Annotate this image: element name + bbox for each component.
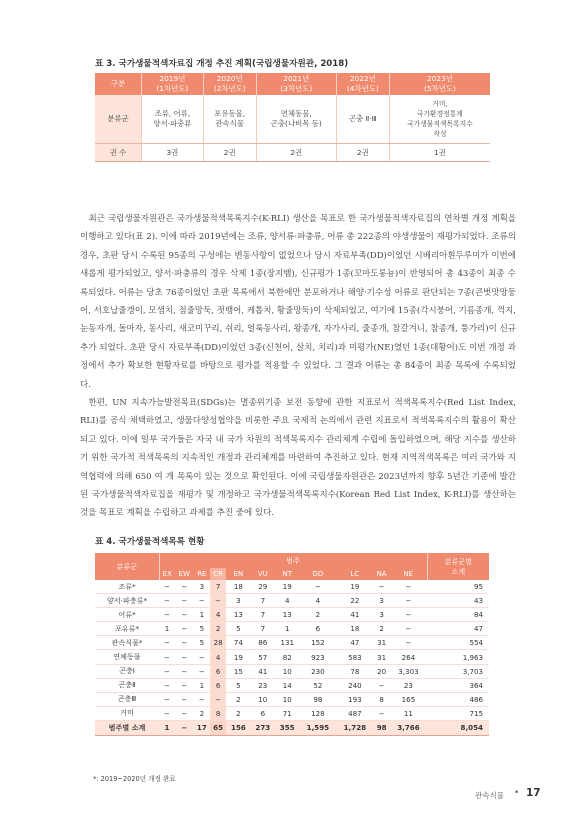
table4-cell: 13 <box>226 608 250 622</box>
table4-cell: 22 <box>336 594 373 608</box>
table3-cell: 2권 <box>256 144 336 162</box>
table4-cell: 28 <box>210 636 226 650</box>
table3-col-header: 2022년 (4차년도) <box>336 73 389 95</box>
table4-cell: 131 <box>275 636 299 650</box>
table4-cell: 18 <box>336 622 373 636</box>
table4-cell: − <box>390 636 427 650</box>
table4-row <box>95 622 489 636</box>
table4-cell: 165 <box>390 692 427 706</box>
table4-cell: 47 <box>336 636 373 650</box>
table4-cell: 2 <box>226 692 250 706</box>
table4-cell: 17 <box>194 720 210 735</box>
table4-cell: 152 <box>299 636 336 650</box>
table3-cell: 거미, 국가환경정통계 국가생물적색목록지수 작성 <box>389 95 490 144</box>
table4-row-sum: 43 <box>427 594 489 608</box>
table4-row-label: 관속식물* <box>95 636 159 650</box>
table4-cell: − <box>175 636 194 650</box>
table3-cell: 조류, 어류, 양서·파충류 <box>142 95 204 144</box>
table4-cell: − <box>390 594 427 608</box>
table4-cell: 7 <box>251 594 275 608</box>
table4-cell: 29 <box>251 580 275 594</box>
table4-note: *: 2019~2020년 개정 완료 <box>93 775 176 783</box>
table4-cell: 156 <box>226 720 250 735</box>
table4-cell: 2 <box>194 706 210 720</box>
table4-cell: 5 <box>226 622 250 636</box>
table4-cell: − <box>175 594 194 608</box>
table3-row-label: 권 수 <box>95 144 142 162</box>
table4-cell: 10 <box>275 664 299 678</box>
table4-category-header: RE <box>194 568 210 580</box>
table4-cell: 1 <box>194 608 210 622</box>
table4-row-label: 어류* <box>95 608 159 622</box>
table4-cell: 5 <box>226 678 250 692</box>
table4-row-label: 곤충Ⅰ <box>95 664 159 678</box>
page-number: 17 <box>526 787 541 799</box>
table4-cell: 98 <box>373 720 390 735</box>
table3-stub-header: 구분 <box>95 73 142 95</box>
table3-col-header: 2019년 (1차년도) <box>142 73 204 95</box>
table4-cell: − <box>175 678 194 692</box>
table4-cell: 3 <box>194 580 210 594</box>
table4-cell: − <box>210 594 226 608</box>
table4-group-header: 범주 <box>159 553 427 568</box>
table4-cell: 10 <box>251 692 275 706</box>
table4-cell: 8 <box>373 692 390 706</box>
table4-cell: − <box>175 580 194 594</box>
table4-cell: − <box>210 692 226 706</box>
table4-cell: 19 <box>336 580 373 594</box>
table4-cell: − <box>373 678 390 692</box>
table4-cell: 19 <box>226 650 250 664</box>
table4-cell: 1,595 <box>299 720 336 735</box>
table4-row-label: 범주별 소계 <box>95 720 159 735</box>
table3-cell: 곤충 Ⅱ·Ⅲ <box>336 95 389 144</box>
table4-row-label: 조류* <box>95 580 159 594</box>
table4-row-sum: 95 <box>427 580 489 594</box>
table4-cell: 18 <box>226 580 250 594</box>
table4-cell: 31 <box>373 636 390 650</box>
table4-cell: 57 <box>251 650 275 664</box>
table4-cell: 23 <box>390 678 427 692</box>
table3-cell: 2권 <box>203 144 256 162</box>
table4-cell: 7 <box>210 580 226 594</box>
table4-cell: 82 <box>275 650 299 664</box>
table4-cell: − <box>159 580 175 594</box>
table4-cell: 20 <box>373 664 390 678</box>
table4-category-header: EW <box>175 568 194 580</box>
table4-cell: 2 <box>373 622 390 636</box>
table3-cell: 1권 <box>389 144 490 162</box>
table4-row-label: 양서·파충류* <box>95 594 159 608</box>
table4-row-label: 거미 <box>95 706 159 720</box>
table4-category-header: VU <box>251 568 275 580</box>
table4-row-sum: 715 <box>427 706 489 720</box>
footer-separator: • <box>514 788 520 798</box>
table3-row-label: 분류군 <box>95 95 142 144</box>
table4-row <box>95 650 489 664</box>
table4-cell: − <box>175 650 194 664</box>
table4-cell: 4 <box>275 594 299 608</box>
table4-row-label: 연체동물 <box>95 650 159 664</box>
table3-caption: 표 3. 국가생물적색자료집 개정 추진 계획(국립생물자원관, 2018) <box>95 59 349 69</box>
table4-sum-header: 분류군별 소계 <box>427 553 489 580</box>
table4-cell: 74 <box>226 636 250 650</box>
table4-cell: 6 <box>299 622 336 636</box>
table4-cell: − <box>390 622 427 636</box>
table4-stub-header: 분류군 <box>95 553 159 580</box>
table4-cell: 1 <box>159 622 175 636</box>
table4-cell: 11 <box>390 706 427 720</box>
table4-cell: − <box>194 664 210 678</box>
table4-cell: 3 <box>373 594 390 608</box>
table4-category-header: NE <box>390 568 427 580</box>
table4-cell: − <box>175 608 194 622</box>
table4-row-label: 곤충Ⅲ <box>95 692 159 706</box>
footer-section-label: 관속식물 <box>475 791 504 800</box>
table4-cell: − <box>194 594 210 608</box>
table4-cell: 230 <box>299 664 336 678</box>
table4-cell: 71 <box>275 706 299 720</box>
table4-row <box>95 580 489 594</box>
table4-cell: 3,766 <box>390 720 427 735</box>
table4-cell: − <box>159 594 175 608</box>
table3-row <box>95 144 490 162</box>
table4-cell: 3,303 <box>390 664 427 678</box>
table4-row-label: 포유류* <box>95 622 159 636</box>
table4-cell: 4 <box>210 608 226 622</box>
table3-cell: 연체동물, 곤충(나비목 등) <box>256 95 336 144</box>
table4-cell: − <box>390 608 427 622</box>
table4-cell: 6 <box>251 706 275 720</box>
table4-row-sum: 364 <box>427 678 489 692</box>
table4-cell: 273 <box>251 720 275 735</box>
table4-cell: 583 <box>336 650 373 664</box>
table4-row <box>95 608 489 622</box>
table4-cell: 4 <box>299 594 336 608</box>
body-paragraph-1: 최근 국립생물자원관은 국가생물적색목록지수(K-RLI) 생산을 목표로 한 국가생물적색자료집의 연차별 개정 계획을 이행하고 있다(표 2). 이에 따라 2019년에는 조류, 양서류·파충류, 어류 총 222종의 야생생물이 재평가되었다. 조류의 경우, 초판 당시 수록된 95종의 구성에는 변동사항이 없었으나 당시 자료부족(DD)이었던 시베리아흰두루미가 이번에 새롭게 평가되었고, 양서·파충류의 경우 삭제 1종(장지뱀), 신규평가 1종(꼬마도롱뇽)이 반영되어 총 43종이 최종 수록되었다. 어류는 당초 76종이었던 초판 목록에서 북한에만 분포하거나 해양·기수성 어류로 판단되는 7종(큰벗맛망둥어, 서호납줄갱이, 모샘치, 점줄망둑, 젓뱅어, 케톱치, 황줄망둑)이 삭제되었고, 여기에 15종(각시붕어, 기름종개, 꺽지, 눈동자개, 돌마자, 동사리, 새코미꾸리, 쉬리, 얼룩동사리, 왕종개, 자가사리, 줄종개, 참갈겨니, 참종개, 퉁가리)이 신규추가 되었다. 초판 당시 자료부족(DD)이었던 3종(신천어, 살치, 치리)과 미평가(NE)였던 1종(대황어)도 이번 개정 과정에서 추가 확보한 현황자료를 바탕으로 평가를 적용할 수 있었다. 그 결과 어류는 총 84종이 최종 목록에 수록되었다. <box>80 214 516 390</box>
table3-cell: 포유동물, 관속식물 <box>203 95 256 144</box>
table4-row-sum: 84 <box>427 608 489 622</box>
table4-cell: − <box>373 580 390 594</box>
table4-cell: 78 <box>336 664 373 678</box>
table4-row-sum: 486 <box>427 692 489 706</box>
table4-category-header: CR <box>210 568 226 580</box>
table4-row-sum: 47 <box>427 622 489 636</box>
table4-cell: 128 <box>299 706 336 720</box>
table4-cell: 7 <box>251 622 275 636</box>
table4-cell: 487 <box>336 706 373 720</box>
table4-cell: 923 <box>299 650 336 664</box>
table4-cell: − <box>159 692 175 706</box>
table4-cell: − <box>159 608 175 622</box>
table4-cell: − <box>175 706 194 720</box>
table4-cell: − <box>194 692 210 706</box>
table4-cell: 6 <box>210 678 226 692</box>
table4-row <box>95 594 489 608</box>
table4-cell: − <box>175 664 194 678</box>
table4-category-header: NA <box>373 568 390 580</box>
table4-category-header: EX <box>159 568 175 580</box>
body-paragraph-2: 한편, UN 지속가능발전목표(SDGs)는 멸종위기종 보전 동향에 관한 지표로서 적색목록지수(Red List Index, RLI)를 공식 채택하였고, 생물다양성협약을 비롯한 주요 국제적 논의에서 관련 지표로서 적색목록지수의 활용이 확산되고 있다. 이에 일부 국가들은 자국 내 국가 차원의 적색목록지수 관리체계 수립에 돌입하였으며, 해당 지수를 생산하기 위한 국가적 적색목록의 지속적인 개정과 관리체계를 마련하여 추진하고 있다. 현재 지역적색목록은 여러 국가와 지역협력에 의해 650 여 개 목록이 있는 것으로 확인된다. 이에 국립생물자원관은 2023년까지 향후 5년간 기준에 발간된 국가생물적색자료집을 재평가 및 개정하고 국가생물적색목록지수(Korean Red List Index, K-RLI)를 생산하는 것을 목표로 계획을 수립하고 과제를 추진 중에 있다. <box>80 398 516 519</box>
table4-cell: 1 <box>194 678 210 692</box>
table4-cell: 5 <box>194 636 210 650</box>
table4-cell: 10 <box>275 692 299 706</box>
table4-cell: 3 <box>226 594 250 608</box>
table4-category-header: LC <box>336 568 373 580</box>
table4-cell: 52 <box>299 678 336 692</box>
table4-cell: − <box>373 706 390 720</box>
table4-cell: − <box>175 692 194 706</box>
table3-cell: 3권 <box>142 144 204 162</box>
table4-cell: − <box>175 720 194 735</box>
table4-category-header: DD <box>299 568 336 580</box>
table4-cell: 86 <box>251 636 275 650</box>
table4-cell: 31 <box>373 650 390 664</box>
table4-cell: 23 <box>251 678 275 692</box>
table3-col-header: 2021년 (3차년도) <box>256 73 336 95</box>
table4-row-sum: 3,703 <box>427 664 489 678</box>
table4-cell: 1,728 <box>336 720 373 735</box>
table4-cell: 65 <box>210 720 226 735</box>
table4-caption: 표 4. 국가생물적색목록 현황 <box>95 537 205 547</box>
table4-row <box>95 664 489 678</box>
table4-cell: 193 <box>336 692 373 706</box>
table4-row-sum: 1,963 <box>427 650 489 664</box>
table4-cell: 3 <box>373 608 390 622</box>
table4-cell: 7 <box>251 608 275 622</box>
table4-cell: 5 <box>194 622 210 636</box>
table4-total-row <box>95 720 489 735</box>
table4-row <box>95 692 489 706</box>
table4-category-header: NT <box>275 568 299 580</box>
table4-cell: 355 <box>275 720 299 735</box>
table4-row <box>95 678 489 692</box>
table4-row-sum: 8,054 <box>427 720 489 735</box>
table3-cell: 2권 <box>336 144 389 162</box>
table4-cell: 98 <box>299 692 336 706</box>
table4-cell: 19 <box>275 580 299 594</box>
table4-cell: − <box>159 706 175 720</box>
table4-cell: 15 <box>226 664 250 678</box>
table4-cell: 8 <box>210 706 226 720</box>
table4-row <box>95 636 489 650</box>
table4-cell: 2 <box>210 622 226 636</box>
table4-cell: 240 <box>336 678 373 692</box>
table4-cell: 2 <box>299 608 336 622</box>
table4-cell: 4 <box>210 650 226 664</box>
table4-category-header: EN <box>226 568 250 580</box>
table4-cell: 2 <box>226 706 250 720</box>
table4-cell: 1 <box>275 622 299 636</box>
table4-cell: 41 <box>251 664 275 678</box>
table4-row-sum: 554 <box>427 636 489 650</box>
table4-row-label: 곤충Ⅱ <box>95 678 159 692</box>
table4-cell: − <box>159 678 175 692</box>
table3-col-header: 2023년 (5차년도) <box>389 73 490 95</box>
table3 <box>95 73 490 162</box>
table4-cell: − <box>159 650 175 664</box>
table3-row <box>95 95 490 144</box>
table4-cell: 6 <box>210 664 226 678</box>
table4-cell: 264 <box>390 650 427 664</box>
table4-cell: 41 <box>336 608 373 622</box>
table4-cell: − <box>299 580 336 594</box>
table4-cell: − <box>159 664 175 678</box>
table4 <box>95 553 489 736</box>
table4-row <box>95 706 489 720</box>
table4-cell: 14 <box>275 678 299 692</box>
table4-cell: 13 <box>275 608 299 622</box>
table4-cell: − <box>194 650 210 664</box>
table3-col-header: 2020년 (2차년도) <box>203 73 256 95</box>
table4-cell: − <box>390 580 427 594</box>
table4-cell: − <box>159 636 175 650</box>
table4-cell: 1 <box>159 720 175 735</box>
table4-cell: − <box>175 622 194 636</box>
